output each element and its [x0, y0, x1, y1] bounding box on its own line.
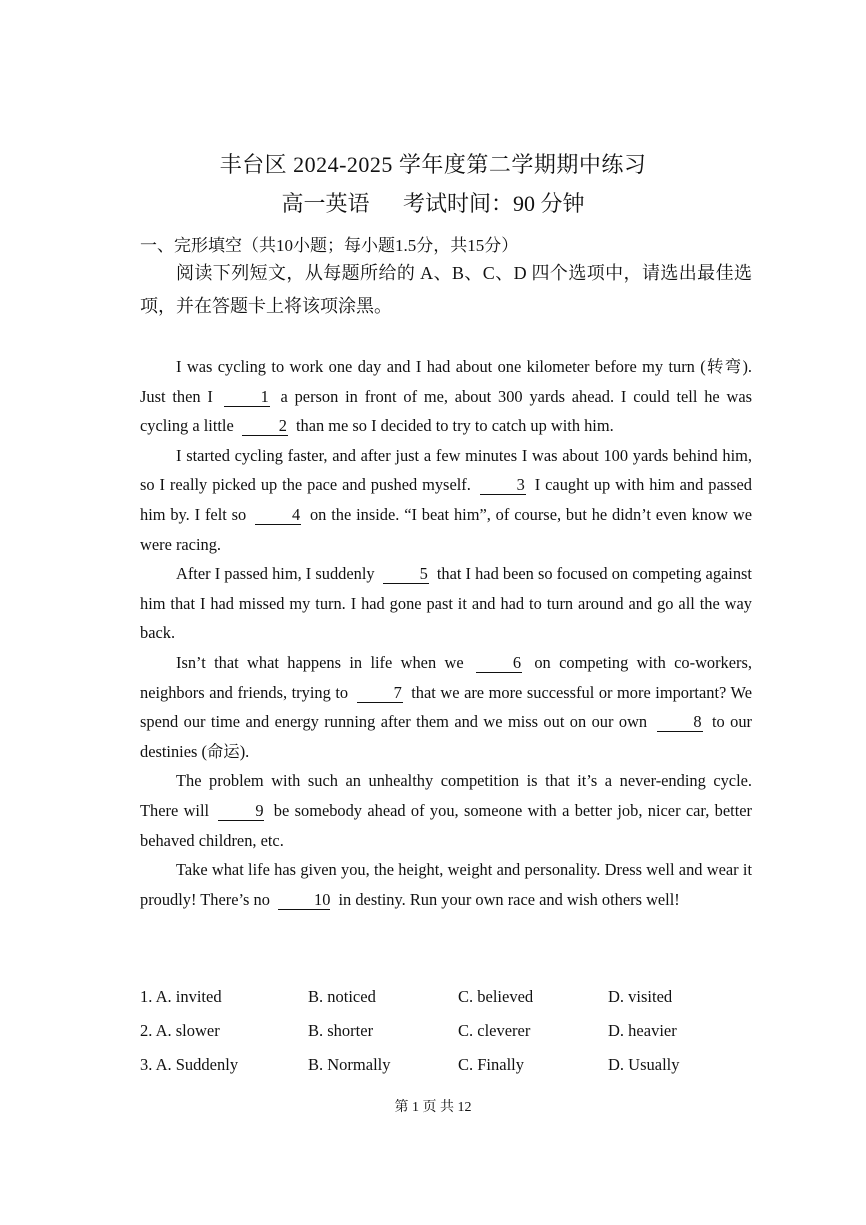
passage-text: than me so I decided to try to catch up with him. — [295, 416, 614, 436]
paragraph-1 — [140, 352, 752, 441]
passage-text: After I passed him, I suddenly — [176, 564, 375, 584]
passage-text: The problem with such an unhealthy competition is that it’s a never-ending cycle. There will — [140, 771, 752, 820]
option-c: C. cleverer — [458, 1021, 531, 1040]
blank-3: 3 — [480, 476, 526, 495]
passage-text: in destiny. Run your own race and wish others well! — [338, 889, 680, 909]
paragraph-4 — [140, 648, 752, 766]
cloze-passage — [140, 352, 752, 914]
option-b: B. Normally — [308, 1055, 391, 1074]
option-d: D. heavier — [608, 1021, 677, 1040]
passage-text: a person in front of me, about 300 yards ahead. I could tell he was cycling a little — [140, 386, 752, 436]
passage-text: be somebody ahead of you, someone with a better job, nicer car, better behaved children, etc. — [140, 800, 752, 850]
blank-8: 8 — [657, 713, 703, 732]
passage-text: I was cycling to work one day and I had about one kilometer before my turn (转弯). Just then I — [140, 357, 752, 406]
section-instruction: 阅读下列短文，从每题所给的 A、B、C、D 四个选项中，请选出最佳选项，并在答题卡上将该项涂黑。 — [140, 263, 752, 316]
paragraph-6 — [140, 855, 752, 914]
section-heading: 一、完形填空（共10小题；每小题1.5分，共15分） — [140, 236, 519, 255]
passage-text: Take what life has given you, the height, weight and personality. Dress well and wear it proudly! There’s no — [140, 860, 752, 909]
option-b: B. noticed — [308, 987, 376, 1006]
paragraph-5 — [140, 766, 752, 855]
option-c: C. Finally — [458, 1055, 525, 1074]
blank-1: 1 — [224, 388, 270, 407]
option-a: 1. A. invited — [140, 987, 222, 1006]
paragraph-3 — [140, 559, 752, 648]
option-b: B. shorter — [308, 1021, 374, 1040]
answer-options — [140, 980, 760, 1082]
option-a: 3. A. Suddenly — [140, 1055, 239, 1074]
question-1-options — [140, 980, 760, 1014]
blank-5: 5 — [383, 565, 429, 584]
passage-text: that we are more successful or more important? We spend our time and energy running after them and we miss out on our own — [140, 682, 752, 732]
option-c: C. believed — [458, 987, 534, 1006]
exam-title: 丰台区 2024-2025 学年度第二学期期中练习 — [219, 152, 647, 177]
blank-10: 10 — [278, 891, 330, 910]
blank-2: 2 — [242, 417, 288, 436]
passage-text: I caught up with him and passed him by. I felt so — [140, 475, 752, 524]
option-d: D. Usually — [608, 1055, 680, 1074]
paragraph-2 — [140, 441, 752, 559]
passage-text: on the inside. “I beat him”, of course, but he didn’t even know we were racing. — [140, 504, 752, 554]
passage-text: on competing with co-workers, neighbors and friends, trying to — [140, 652, 752, 702]
exam-time: 考试时间：90 分钟 — [403, 191, 585, 216]
question-2-options — [140, 1014, 760, 1048]
passage-text: that I had been so focused on competing against him that I had missed my turn. I had gone past it and had to turn around and go all the way back. — [140, 564, 752, 643]
option-a: 2. A. slower — [140, 1021, 220, 1040]
subject-label: 高一英语 — [281, 191, 370, 216]
passage-text: Isn’t that what happens in life when we — [176, 652, 464, 672]
blank-4: 4 — [255, 506, 301, 525]
option-d: D. visited — [608, 987, 673, 1006]
blank-6: 6 — [476, 654, 522, 673]
question-3-options — [140, 1048, 760, 1082]
passage-text: to our destinies (命运). — [140, 712, 752, 761]
passage-text: I started cycling faster, and after just a few minutes I was about 100 yards behind him, so I really picked up the pace and pushed myself. — [140, 445, 752, 495]
page-number: 第 1 页 共 12 — [394, 1100, 472, 1115]
exam-subtitle — [0, 187, 866, 218]
blank-7: 7 — [357, 684, 403, 703]
blank-9: 9 — [218, 802, 264, 821]
